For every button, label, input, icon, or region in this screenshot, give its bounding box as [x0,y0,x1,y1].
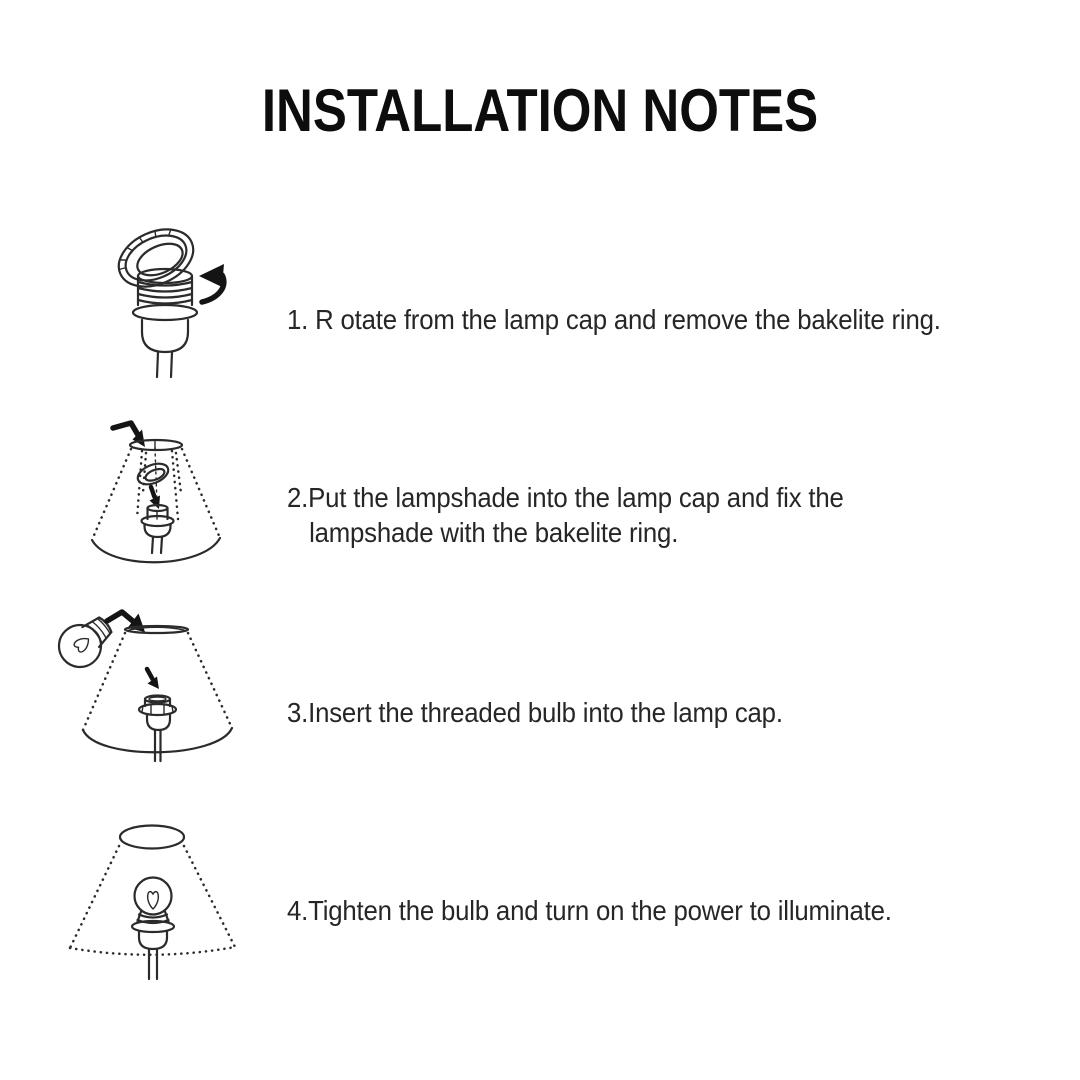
step-4-illustration [65,820,240,990]
step-2-text [287,480,844,550]
lampshade-ring-fix-icon [85,418,230,578]
step-2-line: 2.Put the lampshade into the lamp cap and fix the [287,482,844,513]
lamp-cap-icon [132,921,174,979]
step-4-text [287,893,892,928]
bulb-illuminate-icon [65,820,240,985]
step-1-text [287,302,941,337]
step-3-illustration [55,600,235,770]
bulb-insert-icon [55,600,235,765]
step-1-illustration [112,228,232,388]
step-4-line: 4.Tighten the bulb and turn on the power to illuminate. [287,895,892,926]
down-arrow-icon [147,669,159,689]
lamp-cap-icon [142,505,174,553]
insert-arrow-icon [113,423,145,447]
step-2-illustration [85,418,230,583]
lampshade-icon [70,826,235,955]
step-2-line: lampshade with the bakelite ring. [309,517,679,548]
page-title: INSTALLATION NOTES [261,77,819,144]
step-1-line: 1. R otate from the lamp cap and remove the bakelite ring. [287,304,941,335]
threaded-lamp-cap-icon [133,269,197,377]
bulb-icon [135,878,172,924]
rotate-arrow-icon [199,264,224,302]
step-3-line: 3.Insert the threaded bulb into the lamp cap. [287,697,783,728]
bakelite-ring-icon [112,228,202,298]
step-3-text [287,695,783,730]
lampshade-icon [83,626,232,752]
lamp-cap-ring-rotate-icon [112,228,232,383]
